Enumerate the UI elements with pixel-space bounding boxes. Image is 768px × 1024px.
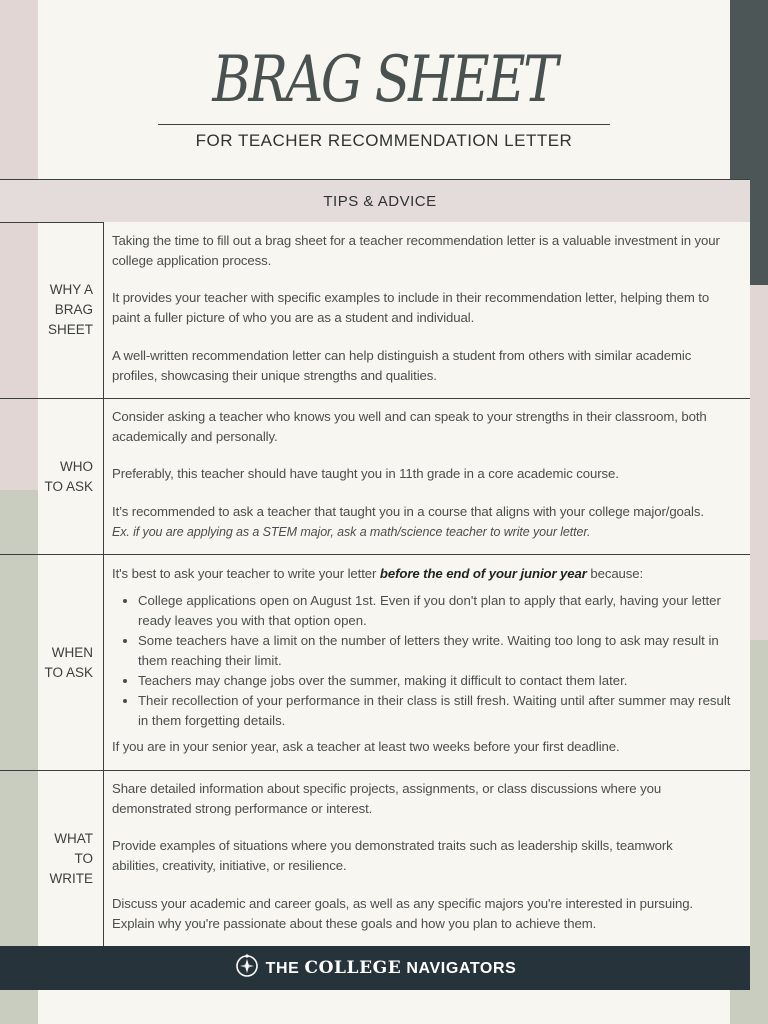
- when-intro-emphasis: before the end of your junior year: [379, 566, 587, 581]
- who-paragraph-3-example: Ex. if you are applying as a STEM major, ask a math/science teacher to write your letter.: [112, 525, 591, 539]
- when-bullet-list: [112, 591, 738, 731]
- tips-header-label: TIPS & ADVICE: [323, 192, 437, 210]
- section-why: [0, 222, 750, 399]
- section-label-when: WHEN TO ASK: [44, 644, 93, 680]
- tips-header-band: [0, 179, 750, 223]
- section-when: [0, 555, 750, 771]
- section-label-why: WHY A BRAG SHEET: [47, 282, 93, 337]
- section-label-cell: [0, 555, 104, 770]
- when-closing: If you are in your senior year, ask a teacher at least two weeks before your first deadline.: [112, 739, 620, 754]
- section-body-what: [104, 771, 750, 946]
- who-paragraph-1: Consider asking a teacher who knows you well and can speak to your strengths in their classroom, both academically and personally.: [112, 409, 707, 444]
- who-paragraph-3-main: It’s recommended to ask a teacher that taught you in a course that aligns with your college major/goals.: [112, 504, 704, 519]
- why-paragraph-3: A well-written recommendation letter can help distinguish a student from others with similar academic profiles, showcasing their unique strengths and qualities.: [112, 348, 692, 383]
- section-label-who: WHO TO ASK: [44, 458, 93, 494]
- why-paragraph-1: Taking the time to fill out a brag sheet for a teacher recommendation letter is a valuable investment in your college application process.: [112, 233, 720, 268]
- what-paragraph-3: Discuss your academic and career goals, as well as any specific majors you're interested in pursuing. Explain why you're passionate about these goals and how you plan to achieve them.: [112, 896, 694, 931]
- who-paragraph-3: [112, 502, 722, 542]
- section-who: [0, 399, 750, 555]
- what-paragraph-1: Share detailed information about specific projects, assignments, or class discussions where you demonstrated strong performance or interest.: [112, 781, 662, 816]
- page-title: BRAG SHEET: [212, 43, 556, 117]
- title-divider: [158, 124, 610, 125]
- section-label-cell: [0, 399, 104, 554]
- list-item: • Their recollection of your performance in their class is still fresh. Waiting until after summer may result in them forgetting details.: [138, 691, 738, 731]
- who-paragraph-2: Preferably, this teacher should have taught you in 11th grade in a core academic course.: [112, 466, 619, 481]
- section-label-what: WHAT TO WRITE: [49, 830, 93, 886]
- when-intro-start: It's best to ask your teacher to write your letter: [112, 566, 380, 581]
- section-label-cell: [0, 771, 104, 946]
- footer-brand-bar: [0, 946, 750, 990]
- when-intro: [112, 564, 722, 584]
- section-body-when: [104, 555, 750, 770]
- list-item: • Some teachers have a limit on the number of letters they write. Waiting too long to ask may result in them reaching their limit.: [138, 631, 738, 671]
- brand-prefix: THE: [265, 960, 305, 977]
- list-item: • College applications open on August 1st. Even if you don't plan to apply that early, having your letter ready leaves you with that option open.: [138, 591, 738, 631]
- list-item: • Teachers may change jobs over the summer, making it difficult to contact them later.: [138, 671, 738, 691]
- when-intro-end: because:: [586, 566, 644, 581]
- brand-college: COLLEGE: [304, 958, 402, 978]
- what-paragraph-2: Provide examples of situations where you demonstrated traits such as leadership skills, teamwork abilities, creativity, initiative, or resilience.: [112, 838, 673, 873]
- section-label-cell: [0, 222, 104, 398]
- brand-suffix: NAVIGATORS: [401, 960, 517, 977]
- compass-icon: [234, 953, 260, 984]
- section-what: [0, 771, 750, 946]
- footer-brand-name: [266, 958, 517, 978]
- section-body-who: [104, 399, 750, 554]
- why-paragraph-2: It provides your teacher with specific examples to include in their recommendation letter, helping them to paint a fuller picture of who you are as a student and individual.: [112, 290, 710, 325]
- section-body-why: [104, 222, 750, 398]
- page-subtitle: FOR TEACHER RECOMMENDATION LETTER: [195, 131, 573, 150]
